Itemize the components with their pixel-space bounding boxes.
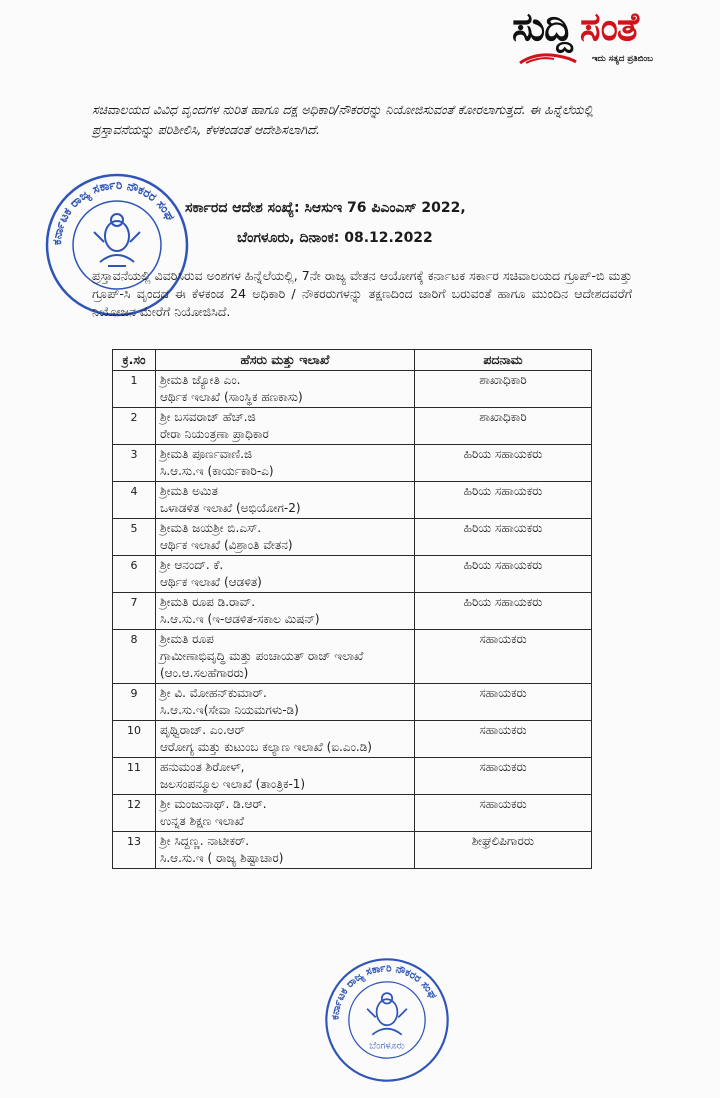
- row-serial: 11: [113, 758, 156, 795]
- intro-paragraph: ಸಚಿವಾಲಯದ ವಿವಿಧ ವೃಂದಗಳ ನುರಿತ ಹಾಗೂ ದಕ್ಷ ಅಧಿಕಾರಿ/ನೌಕರರನ್ನು ನಿಯೋಜಿಸುವಂತೆ ಕೋರಲಾಗುತ್ತದೆ. ಈ ಹಿನ್ನೆಲೆಯಲ್ಲಿ ಪ್ರಸ್ತಾವನೆಯನ್ನು ಪರಿಶೀಲಿಸಿ, ಕೆಳಕಂಡಂತೆ ಆದೇಶಿಸಲಾಗಿದೆ.: [92, 102, 594, 137]
- employee-name: ಶ್ರೀ ವಿ. ಮೋಹನ್‌ಕುಮಾರ್.: [160, 686, 267, 700]
- row-serial: 6: [113, 556, 156, 593]
- car-swoosh-icon: [518, 50, 578, 66]
- row-serial: 4: [113, 482, 156, 519]
- employee-name: ಶ್ರೀ ಆನಂದ್. ಕೆ.: [160, 558, 224, 572]
- row-name-dept: [156, 556, 415, 593]
- table-row: [113, 721, 592, 758]
- row-serial: 1: [113, 371, 156, 408]
- row-serial: 13: [113, 832, 156, 869]
- employee-department: ಸಿ.ಆ.ಸು.ಇ (ಕಾರ್ಯಕಾರಿ-ಎ): [160, 464, 274, 478]
- row-designation: ಸಹಾಯಕರು: [415, 630, 592, 684]
- employee-department: ಜಲಸಂಪನ್ಮೂಲ ಇಲಾಖೆ (ತಾಂತ್ರಿಕ-1): [160, 777, 306, 791]
- employee-department: ಆರ್ಥಿಕ ಇಲಾಖೆ (ವಿಶ್ರಾಂತಿ ವೇತನ): [160, 538, 293, 552]
- employee-name: ಶ್ರೀಮತಿ ರೂಪ: [160, 632, 214, 646]
- brand-logo: [512, 6, 712, 70]
- row-designation: ಹಿರಿಯ ಸಹಾಯಕರು: [415, 482, 592, 519]
- row-name-dept: [156, 684, 415, 721]
- row-serial: 10: [113, 721, 156, 758]
- row-name-dept: [156, 371, 415, 408]
- employee-department: ಸಿ.ಆ.ಸು.ಇ ( ರಾಜ್ಯ ಶಿಷ್ಟಾಚಾರ): [160, 851, 284, 865]
- table-row: [113, 371, 592, 408]
- col-header-sl: ಕ್ರ.ಸಂ: [113, 350, 156, 371]
- seal-ring-text: ಕರ್ನಾಟಕ ರಾಜ್ಯ ಸರ್ಕಾರಿ ನೌಕರರ ಸಂಘ: [49, 177, 178, 246]
- row-designation: ಹಿರಿಯ ಸಹಾಯಕರು: [415, 593, 592, 630]
- row-name-dept: [156, 593, 415, 630]
- table-row: [113, 684, 592, 721]
- row-designation: ಶಾಖಾಧಿಕಾರಿ: [415, 371, 592, 408]
- employee-department: ಉನ್ನತ ಶಿಕ್ಷಣ ಇಲಾಖೆ: [160, 814, 245, 828]
- row-serial: 7: [113, 593, 156, 630]
- employee-name: ಶ್ರೀಮತಿ ಅಮಿತ: [160, 484, 218, 498]
- logo-tagline: ಇದು ಸತ್ಯದ ಪ್ರತಿಬಿಂಬ: [592, 54, 653, 64]
- seal-city: ಬೆಂಗಳೂರು: [369, 1040, 405, 1052]
- row-designation: ಸಹಾಯಕರು: [415, 721, 592, 758]
- table-header-row: [113, 350, 592, 371]
- table-row: [113, 556, 592, 593]
- row-name-dept: [156, 721, 415, 758]
- order-header: [185, 193, 466, 253]
- employee-name: ಶ್ರೀ ಬಸವರಾಜ್ ಹೆಚ್.ಜಿ: [160, 410, 256, 424]
- employee-name: ಶ್ರೀಮತಿ ರೂಪ ಡಿ.ರಾವ್.: [160, 595, 256, 609]
- table-row: [113, 630, 592, 684]
- row-name-dept: [156, 758, 415, 795]
- employee-name: ಶ್ರೀಮತಿ ಜಯಶ್ರೀ ಬಿ.ಎಸ್.: [160, 521, 262, 535]
- employee-department: ರೇರಾ ನಿಯಂತ್ರಣಾ ಪ್ರಾಧಿಕಾರ: [160, 427, 269, 441]
- row-designation: ಹಿರಿಯ ಸಹಾಯಕರು: [415, 556, 592, 593]
- employee-department: ಆರೋಗ್ಯ ಮತ್ತು ಕುಟುಂಬ ಕಲ್ಯಾಣ ಇಲಾಖೆ (ಐ.ಎಂ.ಡಿ): [160, 740, 372, 754]
- table-row: [113, 795, 592, 832]
- table-row: [113, 408, 592, 445]
- row-name-dept: [156, 482, 415, 519]
- row-name-dept: [156, 630, 415, 684]
- order-body-paragraph: ಪ್ರಸ್ತಾವನೆಯಲ್ಲಿ ವಿವರಿಸಿರುವ ಅಂಶಗಳ ಹಿನ್ನೆಲೆಯಲ್ಲಿ, 7ನೇ ರಾಜ್ಯ ವೇತನ ಆಯೋಗಕ್ಕೆ ಕರ್ನಾಟಕ ಸರ್ಕಾರ ಸಚಿವಾಲಯದ ಗ್ರೂಪ್-ಬಿ ಮತ್ತು ಗ್ರೂಪ್-ಸಿ ವೃಂದದ ಈ ಕೆಳಕಂಡ 24 ಅಧಿಕಾರಿ / ನೌಕರರುಗಳನ್ನು ತಕ್ಷಣದಿಂದ ಜಾರಿಗೆ ಬರುವಂತೆ ಹಾಗೂ ಮುಂದಿನ ಆದೇಶದವರೆಗೆ ನಿಯೋಜನ ಮೇರೆಗೆ ನಿಯೋಜಿಸಿದೆ.: [92, 268, 632, 319]
- employee-name: ಶ್ರೀಮತಿ ಪೂರ್ಣವಾಣಿ.ಜಿ: [160, 447, 253, 461]
- row-serial: 8: [113, 630, 156, 684]
- col-header-designation: ಪದನಾಮ: [415, 350, 592, 371]
- table-row: [113, 593, 592, 630]
- row-designation: ಹಿರಿಯ ಸಹಾಯಕರು: [415, 519, 592, 556]
- row-name-dept: [156, 408, 415, 445]
- employee-name: ಪೃಥ್ವಿರಾಜ್. ಎಂ.ಆರ್: [160, 723, 245, 737]
- col-header-name: ಹೆಸರು ಮತ್ತು ಇಲಾಖೆ: [156, 350, 415, 371]
- table-row: [113, 832, 592, 869]
- table-row: [113, 445, 592, 482]
- row-serial: 12: [113, 795, 156, 832]
- logo-word-1: ಸುದ್ದಿ: [512, 5, 572, 50]
- row-designation: ಸಹಾಯಕರು: [415, 684, 592, 721]
- order-number: ಸರ್ಕಾರದ ಆದೇಶ ಸಂಖ್ಯೆ: ಸಿಆಸುಇ 76 ಪಿಎಂಎಸ್ 2022,: [185, 200, 466, 216]
- row-serial: 9: [113, 684, 156, 721]
- row-serial: 5: [113, 519, 156, 556]
- row-serial: 3: [113, 445, 156, 482]
- row-serial: 2: [113, 408, 156, 445]
- table-row: [113, 758, 592, 795]
- table-row: [113, 482, 592, 519]
- row-designation: ಶೀಘ್ರಲಿಪಿಗಾರರು: [415, 832, 592, 869]
- order-date: ಬೆಂಗಳೂರು, ದಿನಾಂಕ: 08.12.2022: [237, 230, 433, 246]
- employee-department: ಆರ್ಥಿಕ ಇಲಾಖೆ (ಆಡಳಿತ): [160, 575, 262, 589]
- employee-name: ಶ್ರೀಮತಿ ಜ್ಯೋತಿ ಎಂ.: [160, 373, 241, 387]
- employee-department: ಆರ್ಥಿಕ ಇಲಾಖೆ (ಸಾಂಸ್ಥಿಕ ಹಣಕಾಸು): [160, 390, 303, 404]
- row-name-dept: [156, 832, 415, 869]
- staff-table: [112, 349, 592, 869]
- logo-word-2: ಸಂತೆ: [579, 5, 639, 50]
- employee-department: ಒಳಾಡಳಿತ ಇಲಾಖೆ (ಅಭಿಯೋಗ-2): [160, 501, 301, 515]
- row-designation: ಸಹಾಯಕರು: [415, 795, 592, 832]
- employee-name: ಹನುಮಂತ ಶಿರೋಳ್,: [160, 760, 245, 774]
- employee-department: ಗ್ರಾಮೀಣಾಭಿವೃದ್ಧಿ ಮತ್ತು ಪಂಚಾಯತ್ ರಾಜ್ ಇಲಾಖೆ (ಆಂ.ಆ.ಸಲಹೆಗಾರರು): [160, 649, 364, 680]
- employee-name: ಶ್ರೀ ಸಿದ್ದಣ್ಣ. ನಾಟೀಕರ್.: [160, 834, 250, 848]
- row-name-dept: [156, 519, 415, 556]
- seal-ring-text-bottom: ಕರ್ನಾಟಕ ರಾಜ್ಯ ಸರ್ಕಾರಿ ನೌಕರರ ಸಂಘ: [329, 962, 439, 1021]
- employee-department: ಸಿ.ಆ.ಸು.ಇ(ಸೇವಾ ನಿಯಮಗಳು-ಡಿ): [160, 703, 299, 717]
- table-row: [113, 519, 592, 556]
- row-designation: ಶಾಖಾಧಿಕಾರಿ: [415, 408, 592, 445]
- government-seal-stamp-bottom: [322, 955, 452, 1085]
- employee-department: ಸಿ.ಆ.ಸು.ಇ (ಇ-ಆಡಳಿತ-ಸಕಾಲ ಮಿಷನ್): [160, 612, 320, 626]
- row-designation: ಹಿರಿಯ ಸಹಾಯಕರು: [415, 445, 592, 482]
- logo-wordmark: [512, 6, 638, 50]
- row-name-dept: [156, 795, 415, 832]
- row-designation: ಸಹಾಯಕರು: [415, 758, 592, 795]
- employee-name: ಶ್ರೀ ಮಂಜುನಾಥ್. ಡಿ.ಆರ್.: [160, 797, 267, 811]
- row-name-dept: [156, 445, 415, 482]
